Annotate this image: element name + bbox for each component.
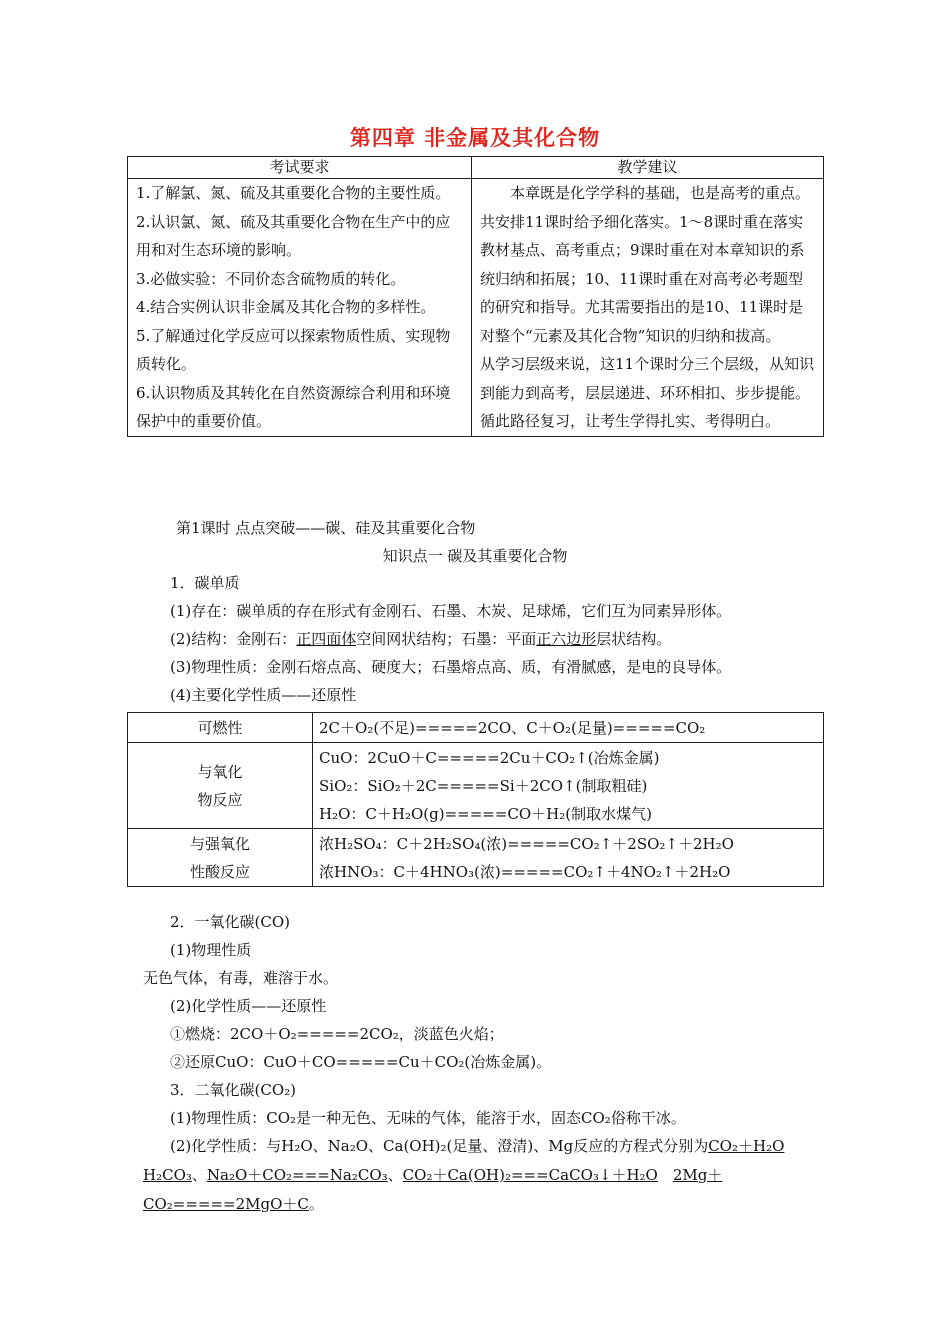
- key-text: 与强氧化: [189, 834, 250, 853]
- text-line: ②还原CuO：CuO＋CO=====Cu＋CO₂(冶炼金属)。: [170, 1053, 552, 1071]
- equation: 浓H₂SO₄：C＋2H₂SO₄(浓)=====CO₂↑＋2SO₂↑＋2H₂O: [319, 834, 734, 853]
- text-span: 。: [308, 1195, 324, 1213]
- text-line: [170, 625, 671, 653]
- advice-cell: [472, 179, 824, 437]
- text-line: (3)物理性质：金刚石熔点高、硬度大；石墨熔点高、质，有滑腻感，是电的良导体。: [170, 658, 732, 676]
- key-text: 可燃性: [197, 718, 243, 737]
- answer-blank: 正六边形: [536, 630, 597, 648]
- key-text: 物反应: [197, 790, 243, 809]
- reaction-table: [127, 712, 824, 887]
- answer-blank: 正四面体: [296, 630, 357, 648]
- requirements-cell: [128, 179, 472, 437]
- row-value: [313, 713, 824, 743]
- answer-blank: 2Mg＋CO₂=====2MgO＋C: [143, 1166, 723, 1213]
- text-line: 无色气体，有毒，难溶于水。: [143, 969, 339, 987]
- text-span: 、: [387, 1166, 403, 1184]
- row-value: [313, 743, 824, 829]
- text-line: (1)物理性质: [170, 941, 252, 959]
- requirement-item: 4.结合实例认识非金属及其化合物的多样性。: [136, 298, 436, 316]
- text-line: (1)存在：碳单质的存在形式有金刚石、石墨、木炭、足球烯，它们互为同素异形体。: [170, 602, 732, 620]
- row-key: [128, 713, 313, 743]
- advice-paragraph: 从学习层级来说，这11个课时分三个层级，从知识到能力到高考，层层递进、环环相扣、步步提能。循此路径复习，让考生学得扎实、考得明白。: [480, 355, 815, 430]
- equation: CuO：2CuO＋C=====2Cu＋CO₂↑(冶炼金属): [319, 748, 660, 767]
- row-key: [128, 743, 313, 829]
- row-value: [313, 829, 824, 887]
- requirement-item: 3.必做实验：不同价态含硫物质的转化。: [136, 269, 406, 288]
- section-heading: 1．碳单质: [170, 574, 240, 592]
- answer-blank: Na₂O＋CO₂===Na₂CO₃: [206, 1166, 388, 1184]
- text-line: (2)化学性质——还原性: [170, 997, 327, 1015]
- text-paragraph: [143, 1132, 813, 1219]
- text-line: (4)主要化学性质——还原性: [170, 686, 357, 704]
- equation: 浓HNO₃：C＋4HNO₃(浓)=====CO₂↑＋4NO₂↑＋2H₂O: [319, 862, 731, 881]
- text-span: (2)结构：金刚石：: [170, 630, 297, 648]
- requirement-item: 2.认识氯、氮、硫及其重要化合物在生产中的应用和对生态环境的影响。: [136, 212, 451, 259]
- lesson-title: 第1课时 点点突破——碳、硅及其重要化合物: [176, 519, 476, 537]
- section-heading: 2．一氧化碳(CO): [170, 913, 291, 931]
- advice-paragraph: 本章既是化学学科的基础，也是高考的重点。共安排11课时给予细化落实。1～8课时重在落实教材基点、高考重点；9课时重在对本章知识的系统归纳和拓展；10、11课时重在对高考必考题型的研究和指导。尤其需要指出的是10、11课时是对整个“元素及其化合物”知识的归纳和拔高。: [480, 184, 811, 345]
- chapter-title: 第四章 非金属及其化合物: [349, 125, 601, 150]
- text-span: 空间网状结构；石墨：平面: [356, 630, 537, 648]
- key-text: 与氧化: [197, 762, 243, 781]
- answer-blank: CO₂＋H₂O H₂CO₃: [143, 1137, 785, 1184]
- text-span: (2)化学性质：与H₂O、Na₂O、Ca(OH)₂(足量、澄清)、Mg反应的方程式分别为: [170, 1137, 709, 1155]
- equation: 2C＋O₂(不足)=====2CO、C＋O₂(足量)=====CO₂: [319, 718, 706, 737]
- row-key: [128, 829, 313, 887]
- requirement-item: 6.认识物质及其转化在自然资源综合利用和环境保护中的重要价值。: [136, 383, 451, 430]
- requirement-item: 1.了解氯、氮、硫及其重要化合物的主要性质。: [136, 184, 451, 202]
- text-span: 层状结构。: [596, 630, 672, 648]
- answer-blank: CO₂＋Ca(OH)₂===CaCO₃↓＋H₂O: [402, 1166, 658, 1184]
- requirement-item: 5.了解通过化学反应可以探索物质性质、实现物质转化。: [136, 326, 451, 373]
- equation: H₂O：C＋H₂O(g)=====CO＋H₂(制取水煤气): [319, 804, 652, 823]
- knowledge-point-title: 知识点一 碳及其重要化合物: [382, 547, 568, 565]
- key-text: 性酸反应: [189, 862, 250, 881]
- text-line: (1)物理性质：CO₂是一种无色、无味的气体，能溶于水，固态CO₂俗称干冰。: [170, 1109, 686, 1127]
- requirements-table: [127, 156, 824, 437]
- text-span: 、: [191, 1166, 207, 1184]
- section-heading: 3．二氧化碳(CO₂): [170, 1081, 297, 1099]
- header-advice: 教学建议: [472, 157, 824, 179]
- text-line: ①燃烧：2CO＋O₂=====2CO₂，淡蓝色火焰；: [170, 1025, 504, 1043]
- header-requirements: 考试要求: [128, 157, 472, 179]
- equation: SiO₂：SiO₂＋2C=====Si＋2CO↑(制取粗硅): [319, 776, 648, 795]
